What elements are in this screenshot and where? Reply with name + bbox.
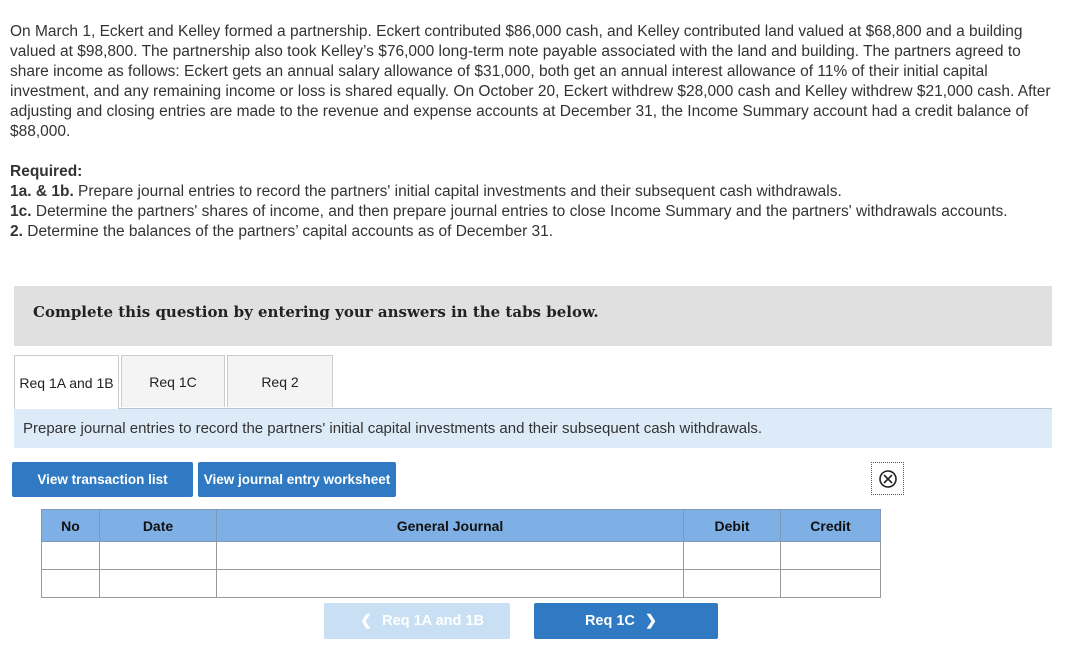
close-circle-icon bbox=[878, 469, 898, 489]
next-tab-label: Req 1C bbox=[584, 613, 635, 629]
cell-credit bbox=[781, 570, 881, 598]
required-item-label: 2. bbox=[10, 223, 23, 240]
column-general-journal: General Journal bbox=[217, 510, 684, 542]
tab-req-1c[interactable]: Req 1C bbox=[121, 355, 225, 407]
required-item-1a-1b bbox=[10, 182, 1065, 202]
cell-debit bbox=[684, 542, 781, 570]
cell-date bbox=[100, 570, 217, 598]
table-header-row bbox=[42, 510, 881, 542]
required-item-text: Determine the balances of the partners’ capital accounts as of December 31. bbox=[22, 223, 554, 240]
table-row bbox=[42, 570, 881, 598]
cell-account bbox=[217, 542, 684, 570]
column-credit: Credit bbox=[781, 510, 881, 542]
instructions-banner bbox=[14, 286, 1052, 346]
required-item-text: Prepare journal entries to record the partners' initial capital investments and their subsequent cash withdrawals. bbox=[73, 183, 842, 200]
cell-credit bbox=[781, 542, 881, 570]
column-debit: Debit bbox=[684, 510, 781, 542]
cell-no bbox=[42, 570, 100, 598]
view-journal-entry-worksheet-button[interactable]: View journal entry worksheet bbox=[198, 462, 396, 497]
instruction-text: Prepare journal entries to record the partners' initial capital investments and their subsequent cash withdrawals. bbox=[23, 420, 763, 437]
column-date: Date bbox=[100, 510, 217, 542]
next-tab-button[interactable] bbox=[534, 603, 718, 639]
required-section bbox=[10, 162, 1065, 242]
cell-date bbox=[100, 542, 217, 570]
cell-no bbox=[42, 542, 100, 570]
chevron-right-icon: ❯ bbox=[644, 613, 658, 629]
tab-instruction bbox=[14, 409, 1052, 448]
table-row bbox=[42, 542, 881, 570]
chevron-left-icon: ❮ bbox=[360, 613, 373, 629]
view-transaction-list-button[interactable]: View transaction list bbox=[12, 462, 193, 497]
problem-statement: On March 1, Eckert and Kelley formed a partnership. Eckert contributed $86,000 cash, and Kelley contributed land valued at $68,800 and a building valued at $98,800. The partnership also took Kelley’s $76,000 long-term note payable associated with the land and building. The partners agreed to share income as follows: Eckert gets an annual salary allowance of $31,000, both get an annual interest allowance of 11% of their initial capital investment, and any remaining income or loss is shared equally. On October 20, Eckert withdrew $28,000 cash and Kelley withdrew $21,000 cash. After adjusting and closing entries are made to the revenue and expense accounts at December 31, the Income Summary account had a credit balance of $88,000. bbox=[10, 23, 1051, 140]
required-item-2 bbox=[10, 222, 1065, 242]
close-button[interactable] bbox=[871, 462, 904, 495]
banner-text: Complete this question by entering your answers in the tabs below. bbox=[33, 303, 599, 321]
required-item-label: 1c. bbox=[10, 203, 32, 220]
required-item-1c bbox=[10, 202, 1065, 222]
required-heading: Required: bbox=[10, 163, 83, 180]
tab-req-2[interactable]: Req 2 bbox=[227, 355, 333, 407]
prev-tab-button[interactable] bbox=[324, 603, 510, 639]
general-journal-table bbox=[41, 509, 881, 598]
required-item-label: 1a. & 1b. bbox=[10, 183, 74, 200]
cell-account bbox=[217, 570, 684, 598]
tab-req-1a-1b[interactable]: Req 1A and 1B bbox=[14, 355, 119, 409]
prev-tab-label: Req 1A and 1B bbox=[382, 613, 484, 629]
required-item-text: Determine the partners' shares of income, and then prepare journal entries to close Income Summary and the partners' withdrawals accounts. bbox=[31, 203, 1008, 220]
cell-debit bbox=[684, 570, 781, 598]
column-no: No bbox=[42, 510, 100, 542]
